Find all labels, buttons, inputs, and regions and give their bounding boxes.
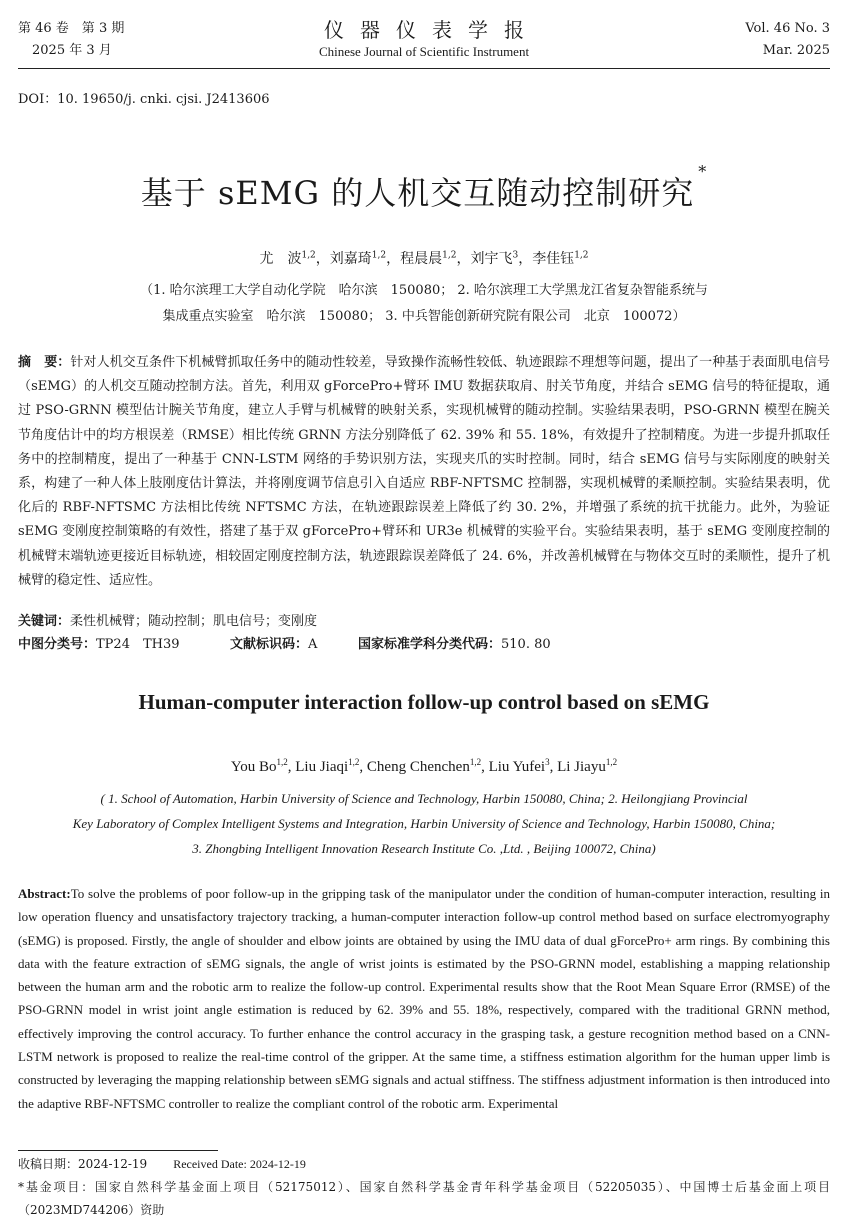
cn-author-separator: ， (386, 251, 401, 267)
classification-codes (18, 634, 830, 656)
abstract-en-label: Abstract: (18, 886, 71, 901)
cn-author-affiliation-mark: 1,2 (574, 250, 589, 261)
received-date-cn: 收稿日期：2024-12-19 (18, 1157, 148, 1171)
fund-note: *基金项目：国家自然科学基金面上项目（52175012）、国家自然科学基金青年科学基金项目（52205035）、中国博士后基金面上项目（2023MD744206）资助 (18, 1180, 830, 1217)
abstract-en-text: To solve the problems of poor follow-up in the gripping task of the manipulator under the condition of human-computer interaction, resulting in low operation fluency and unsatisfactory trajectory tracking, a human-computer interaction follow-up control method based on surface electromyography (sEMG) is proposed. Firstly, the angle of shoulder and elbow joints are obtained by using the IMU data of dual gForcePro+ arm rings. By combining this data with the feature extraction of sEMG signals, the angle of wrist joints is estimated by the PSO-GRNN model, establishing a mapping relationship between the human arm and the robotic arm to realize the follow-up control. Experimental results show that the Root Mean Square Error (RMSE) of the PSO-GRNN model in wrist joint angle estimation is reduced by 62. 39% and 55. 18%, respectively, compared with the traditional GRNN method, effectively improving the control accuracy. To further enhance the control accuracy in the grasping task, a gesture recognition method based on a CNN-LSTM network is proposed to realize the real-time control of the gripper. At the same time, a stiffness estimation algorithm for the human upper limb is constructed by leveraging the mapping relationship between sEMG signals and actual stiffness. The stiffness adjustment information is then introduced into the adaptive RBF-NFTSMC controller to realize the compliant control of the robotic arm. Experimental (18, 886, 830, 1111)
title-footnote-mark: * (698, 162, 708, 181)
journal-name-cn: 仪器仪表学报 (324, 18, 540, 42)
received-date (18, 1153, 830, 1176)
paper-page (18, 16, 830, 1217)
doc-value: A (308, 637, 318, 652)
affiliation-en-line: Key Laboratory of Complex Intelligent Systems and Integration, Harbin University of Science and Technology, Harbin 150080, China; (72, 816, 776, 831)
cn-author-name: 刘嘉琦 (329, 251, 372, 267)
authors-cn (18, 248, 830, 268)
keywords-cn-label: 关键词： (18, 614, 71, 629)
title-en: Human-computer interaction follow-up control based on sEMG (138, 690, 710, 714)
en-author-name: Liu Yufei (488, 759, 546, 775)
affiliation-en (18, 786, 830, 861)
cn-author-name: 程晨晨 (400, 251, 443, 267)
volume-issue-en: Vol. 46 No. 3 (745, 21, 830, 36)
cn-author-name: 李佳钰 (532, 251, 575, 267)
en-author-affiliation-mark: 1,2 (348, 757, 360, 767)
affiliation-cn (18, 278, 830, 330)
date-en: Mar. 2025 (762, 43, 830, 58)
affiliation-cn-line: 集成重点实验室 哈尔滨 150080； 3. 中兵智能创新研究院有限公司 北京 100072） (162, 309, 686, 324)
header-rule (18, 68, 830, 69)
en-author-name: You Bo (230, 759, 277, 775)
volume-issue-cn: 第 46 卷 第 3 期 (18, 21, 125, 36)
received-date-en: Received Date: 2024-12-19 (173, 1157, 306, 1171)
journal-name-en: Chinese Journal of Scientific Instrument (318, 44, 530, 59)
date-cn: 2025 年 3 月 (32, 43, 112, 58)
keywords-cn-text: 柔性机械臂；随动控制；肌电信号；变刚度 (70, 614, 318, 629)
authors-en (18, 757, 830, 776)
cn-author-name: 刘宇飞 (470, 251, 513, 267)
en-author-affiliation-mark: 3 (545, 757, 550, 767)
cn-author-affiliation-mark: 1,2 (371, 250, 387, 261)
en-author-name: Cheng Chenchen (366, 759, 470, 775)
journal-header (18, 16, 830, 66)
doi: DOI：10. 19650/j. cnki. cjsi. J2413606 (18, 92, 270, 107)
en-author-separator: , (549, 759, 558, 775)
footnotes (18, 1153, 830, 1222)
abstract-en (18, 882, 830, 1138)
title-cn (18, 162, 830, 214)
discipline-code (358, 634, 551, 656)
abstract-cn-label: 摘 要： (18, 355, 71, 370)
abstract-cn-text: 针对人机交互条件下机械臂抓取任务中的随动性较差，导致操作流畅性较低、轨迹跟踪不理想等问题，提出了一种基于表面肌电信号（sEMG）的人机交互随动控制方法。首先，利用双 gForcePro+臂环 IMU 数据获取肩、肘关节角度，并结合 sEMG 信号的特征提取，通过 PSO-GRNN 模型估计腕关节角度，建立人手臂与机械臂的映射关系，实现机械臂的随动控制。实验结果表明，PSO-GRNN 模型在腕关节角度估计中的均方根误差（RMSE）相比传统 GRNN 方法分别降低了 62. 39% 和 55. 18%，有效提升了控制精度。为进一步提升抓取任务中的控制精度，提出了一种基于 CNN-LSTM 网络的手势识别方法，实现夹爪的实时控制。同时，结合 sEMG 信号与实际刚度的映射关系，构建了一种人体上肢刚度估计算法，并将刚度调节信息引入自适应 RBF-NFTSMC 控制器，实现机械臂的柔顺控制。实验结果表明，优化后的 RBF-NFTSMC 方法相比传统 NFTSMC 方法，在轨迹跟踪误差上降低了约 30. 2%，并增强了系统的抗干扰能力。此外，为验证 sEMG 变刚度控制策略的有效性，搭建了基于双 gForcePro+臂环和 UR3e 机械臂的实验平台。实验结果表明，基于 sEMG 变刚度控制的机械臂末端轨迹更接近目标轨迹，相较固定刚度控制方法，轨迹跟踪误差降低了 24. 6%，并改善机械臂在与物体交互时的柔顺性，提升了机械臂的稳定性、适应性。 (18, 355, 830, 588)
cn-author-separator: ， (315, 251, 330, 267)
en-author-separator: , (481, 759, 489, 775)
en-author-name: Li Jiayu (557, 759, 606, 775)
cn-author-affiliation-mark: 1,2 (301, 250, 316, 261)
cn-author-separator: ， (518, 251, 533, 267)
title-cn-text: 基于 sEMG 的人机交互随动控制研究 (140, 174, 695, 212)
en-author-affiliation-mark: 1,2 (276, 757, 288, 767)
doc-label: 文献标识码： (230, 637, 309, 652)
cn-author-name: 尤 波 (259, 251, 302, 267)
clc-label: 中图分类号： (18, 637, 97, 652)
en-author-name: Liu Jiaqi (295, 759, 349, 775)
affiliation-en-line: 3. Zhongbing Intelligent Innovation Research Institute Co. ,Ltd. , Beijing 100072, China) (192, 841, 656, 856)
affiliation-en-line: ( 1. School of Automation, Harbin University of Science and Technology, Harbin 150080, China; 2. Heilongjiang Provincial (100, 791, 748, 806)
cn-author-affiliation-mark: 3 (512, 250, 519, 261)
std-value: 510. 80 (501, 637, 551, 652)
en-author-separator: , (287, 759, 296, 775)
document-code (230, 634, 317, 656)
journal-name (18, 18, 830, 62)
footnote-rule (18, 1150, 218, 1151)
std-label: 国家标准学科分类代码： (358, 637, 502, 652)
clc-value: TP24 TH39 (96, 637, 180, 652)
affiliation-cn-line: （1. 哈尔滨理工大学自动化学院 哈尔滨 150080； 2. 哈尔滨理工大学黑龙江省复杂智能系统与 (140, 283, 708, 298)
cn-author-affiliation-mark: 1,2 (442, 250, 457, 261)
abstract-cn (18, 351, 830, 593)
keywords-cn (18, 610, 317, 634)
issue-info-en (745, 18, 830, 62)
en-author-affiliation-mark: 1,2 (605, 757, 618, 767)
en-author-separator: , (359, 759, 367, 775)
cn-author-separator: ， (456, 251, 471, 267)
clc-code (18, 637, 180, 652)
en-author-affiliation-mark: 1,2 (469, 757, 482, 767)
